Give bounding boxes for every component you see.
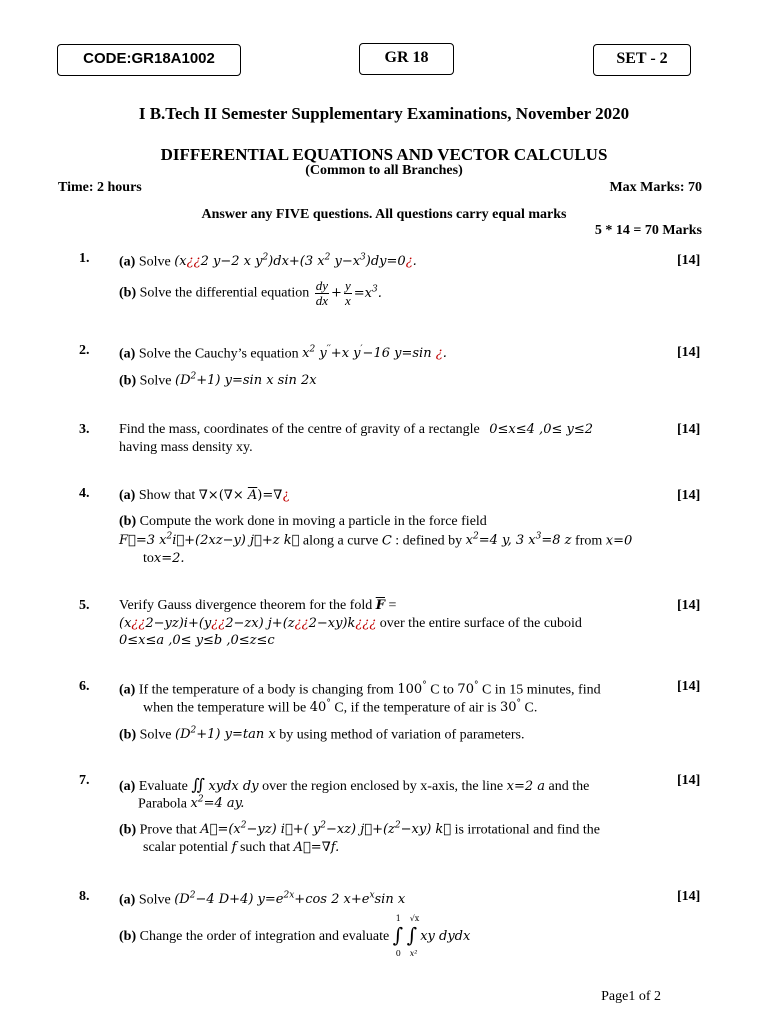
code-box: CODE:GR18A1002 [57, 44, 241, 76]
equation: (x¿¿2 y−2 x $y^2)dx+(3$ $x^2$ $y-x^3)dy=0¿$. [174, 253, 417, 270]
question-number: 2. [79, 343, 90, 358]
equation: 0≤x≤a ,0≤ y≤b ,0≤z≤c [119, 633, 275, 648]
fraction: $\frac{dy}{dx}$ [315, 278, 329, 308]
fraction: $\frac{y}{x}$ [344, 278, 351, 308]
equation: (x¿¿2−yz)i+(y¿¿2−zx) j+(z¿¿2−xy)k¿¿¿ [119, 616, 377, 631]
double-integral-icon: ∬ [191, 775, 205, 794]
question-text-line2: having mass density xy. [119, 440, 253, 455]
part-b: (b) Solve the differential equation $\frac{dy}{dx}$ + $\frac{y}{x}$ $=x^3$. [119, 278, 382, 308]
question-text: Verify Gauss divergence theorem for the fold $\overline{F}$ = [119, 598, 397, 613]
question-number: 8. [79, 889, 90, 904]
question-number: 7. [79, 773, 90, 788]
part-a: (a) If the temperature of a body is changing from 100° C to 70° C in 15 minutes, find [119, 681, 601, 698]
part-a: (a) Show that ∇×(∇× $\overline{A})=\nabla¿$ [119, 488, 290, 503]
question-number: 5. [79, 598, 90, 613]
equation: $(D^2+1)$ y=tan x [175, 726, 276, 743]
equation: 0≤x≤4 ,0≤ y≤2 [489, 422, 593, 437]
part-a: (a) Solve the Cauchy’s equation $x^2$ y′′+x y′−16 y=sin ¿. [119, 345, 447, 362]
vector-f: $\overline{F}$ [375, 598, 385, 613]
subject-title: DIFFERENTIAL EQUATIONS AND VECTOR CALCULUS [160, 145, 608, 164]
question-number: 4. [79, 486, 90, 501]
question-marks: [14] [677, 889, 701, 904]
exam-title: I B.Tech II Semester Supplementary Examinations, November 2020 [138, 104, 630, 123]
question-text-line2: (x¿¿2−yz)i+(y¿¿2−zx) j+(z¿¿2−xy)k¿¿¿ over the entire surface of the cuboid [119, 616, 582, 631]
part-b-line3: tox=2. [143, 551, 185, 566]
part-b: (b) Solve $(D^2+1)$ y=tan x by using method of variation of parameters. [119, 726, 525, 743]
regulation-box: GR 18 [359, 43, 454, 75]
set-box: SET - 2 [593, 44, 691, 76]
equation: ($D^2-4$ D+4) $y=e^{2x}+\cos$ 2 $x+e^x\sin$ x [174, 891, 406, 908]
question-marks: [14] [677, 253, 701, 268]
question-marks: [14] [677, 679, 701, 694]
equation: ∇×(∇× $\overline{A})=\nabla¿$ [198, 488, 290, 503]
part-b: (b) Compute the work done in moving a particle in the force field [119, 514, 487, 529]
part-b: (b) Prove that $A⃗=(x^2-yz)$ i⃗+( $y^2-xz$) $j⃗+(z^2-xy)$ k⃗ is irrotational and find the [119, 821, 600, 838]
question-number: 1. [79, 251, 90, 266]
equation: $(D^2+1)$ y=sin x sin 2x [175, 372, 317, 389]
part-b-line2: F⃗=3 $x^2i⃗+(2xz-y)$ j⃗+z k⃗ along a curve C : defined by $x^2=4$ y, 3 $x^3=8$ z from x=0 [119, 532, 633, 549]
double-integral-icon: 1 ∫ 0 √x ∫ x² [392, 914, 420, 958]
question-text: Find the mass, coordinates of the centre of gravity of a rectangle 0≤x≤4 ,0≤ y≤2 [119, 422, 593, 437]
instructions: Answer any FIVE questions. All questions carry equal marks [201, 207, 567, 222]
question-marks: [14] [677, 598, 701, 613]
common-note: (Common to all Branches) [305, 163, 463, 178]
question-number: 6. [79, 679, 90, 694]
question-marks: [14] [677, 488, 701, 503]
question-marks: [14] [677, 773, 701, 788]
question-marks: [14] [677, 422, 701, 437]
question-number: 3. [79, 422, 90, 437]
part-a-line2: Parabola $x^2=4$ ay. [138, 795, 245, 812]
equation: F⃗=3 $x^2i⃗+(2xz-y)$ j⃗+z k⃗ [119, 532, 300, 549]
time-label: Time: 2 hours [58, 180, 142, 195]
part-b: (b) Solve $(D^2+1)$ y=sin x sin 2x [119, 372, 317, 389]
part-b: (b) Change the order of integration and evaluate 1 ∫ 0 √x ∫ x² xy dydx [119, 914, 471, 958]
part-b-line2: scalar potential f such that A⃗=∇f. [143, 840, 340, 855]
question-text-line3 [119, 633, 275, 649]
part-a-line2: when the temperature will be 40° C, if the temperature of air is 30° C. [143, 699, 538, 716]
part-a: (a) Solve (x¿¿2 y−2 x $y^2)dx+(3$ $x^2$ $y-x^3)dy=0¿$. [119, 253, 417, 270]
marks-formula: 5 * 14 = 70 Marks [594, 223, 702, 238]
question-marks: [14] [677, 345, 701, 360]
max-marks-label: Max Marks: 70 [609, 180, 702, 195]
equation: $A⃗=(x^2-yz)$ i⃗+( $y^2-xz$) $j⃗+(z^2-xy)$ k⃗ [200, 821, 452, 838]
part-a: (a) Evaluate ∬ xydx dy over the region enclosed by x-axis, the line x=2 a and the [119, 775, 590, 794]
page-footer: Page1 of 2 [601, 989, 661, 1004]
part-a: (a) Solve ($D^2-4$ D+4) $y=e^{2x}+\cos$ 2 $x+e^x\sin$ x [119, 891, 406, 908]
equation: $x^2$ y′′+x y′−16 y=sin ¿. [302, 345, 447, 362]
